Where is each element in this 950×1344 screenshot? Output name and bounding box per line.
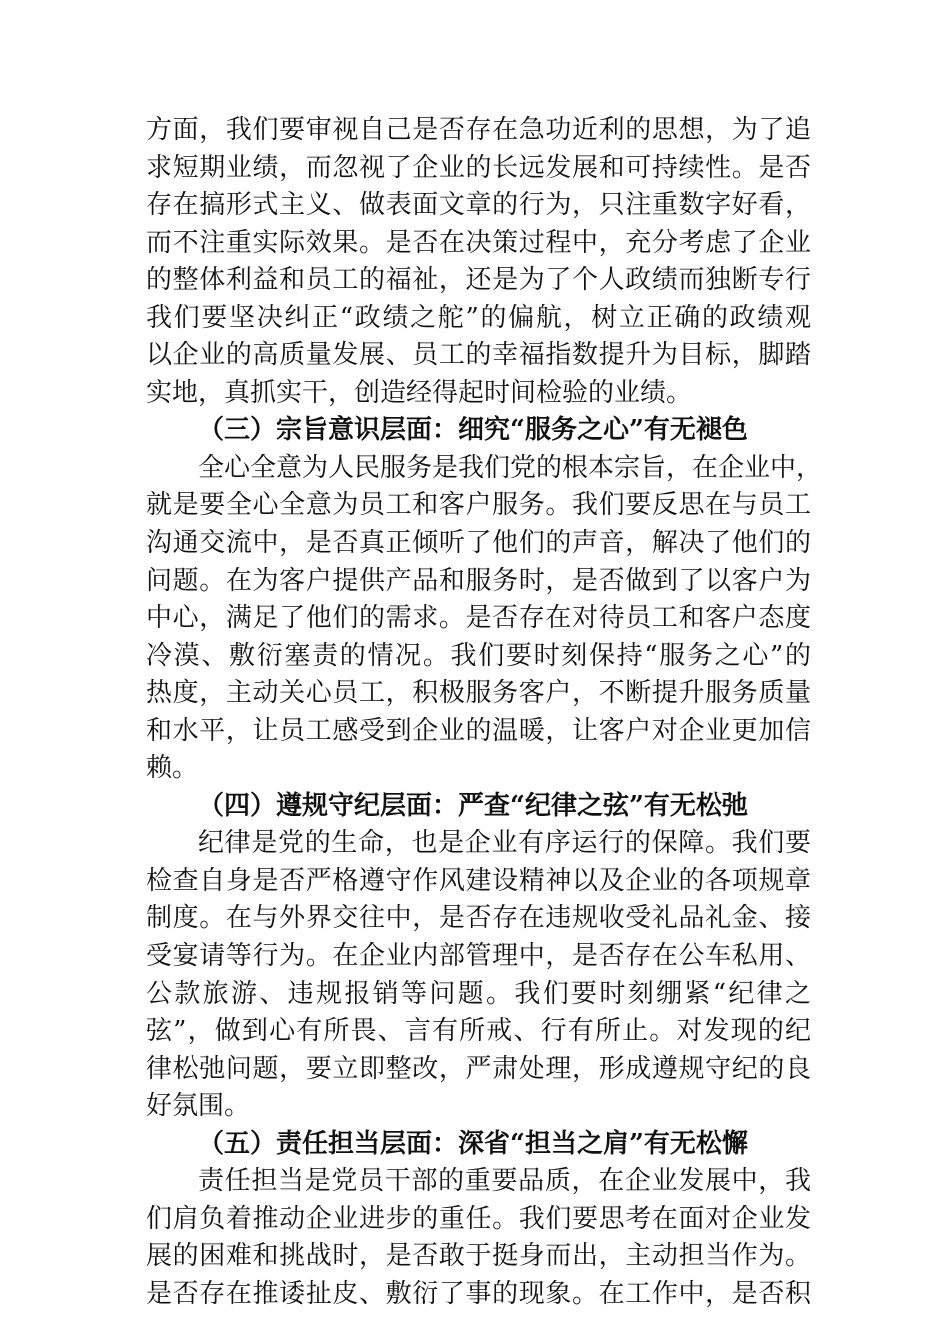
text-line: 检查自身是否严格遵守作风建设精神以及企业的各项规章 [146,865,811,896]
text-line: 求短期业绩，而忽视了企业的长远发展和可持续性。是否 [146,152,811,183]
text-line: 全心全意为人民服务是我们党的根本宗旨，在企业中， [198,452,823,483]
body-paragraph [146,825,811,1125]
text-line: 纪律是党的生命，也是企业有序运行的保障。我们要 [198,828,811,859]
text-line: 而不注重实际效果。是否在决策过程中，充分考虑了企业 [146,227,811,258]
text-line: 们肩负着推动企业进步的重任。我们要思考在面对企业发 [146,1203,811,1234]
body-paragraph [146,1163,811,1313]
text-line: 是否存在推诿扯皮、敷衍了事的现象。在工作中，是否积 [146,1278,811,1309]
text-line: 弦”，做到心有所畏、言有所戒、行有所止。对发现的纪 [146,1016,811,1047]
text-line: 制度。在与外界交往中，是否存在违规收受礼品礼金、接 [146,903,811,934]
text-line: 律松弛问题，要立即整改，严肃处理，形成遵规守纪的良 [146,1053,811,1084]
text-line: 受宴请等行为。在企业内部管理中，是否存在公车私用、 [146,941,811,972]
text-line: 和水平，让员工感受到企业的温暖，让客户对企业更加信 [146,715,811,746]
section-heading: （五）责任担当层面：深省“担当之肩”有无松懈 [198,1128,748,1159]
text-line: 展的困难和挑战时，是否敢于挺身而出，主动担当作为。 [146,1241,811,1272]
text-line: 以企业的高质量发展、员工的幸福指数提升为目标，脚踏 [146,340,811,371]
text-line: 实地，真抓实干，创造经得起时间检验的业绩。 [146,377,693,408]
text-line: 方面，我们要审视自己是否存在急功近利的思想，为了追 [146,115,811,145]
text-line: 就是要全心全意为员工和客户服务。我们要反思在与员工 [146,490,811,521]
body-paragraph [146,450,823,788]
text-line: 的整体利益和员工的福祉，还是为了个人政绩而独断专行 [146,265,811,296]
section-heading: （三）宗旨意识层面：细究“服务之心”有无褪色 [198,415,748,446]
text-line: 赖。 [146,753,199,784]
text-line: 公款旅游、违规报销等问题。我们要时刻绷紧“纪律之 [146,978,811,1009]
text-line: 我们要坚决纠正“政绩之舵”的偏航，树立正确的政绩观 [146,302,811,333]
text-line: 中心，满足了他们的需求。是否存在对待员工和客户态度 [146,603,811,634]
document-body [146,112,823,1314]
text-line: 热度，主动关心员工，积极服务客户，不断提升服务质量 [146,678,811,709]
body-paragraph [146,112,811,412]
text-line: 沟通交流中，是否真正倾听了他们的声音，解决了他们的 [146,528,811,559]
text-line: 好氛围。 [146,1091,251,1122]
text-line: 问题。在为客户提供产品和服务时，是否做到了以客户为 [146,565,811,596]
text-line: 冷漠、敷衍塞责的情况。我们要时刻保持“服务之心”的 [146,640,811,671]
section-heading: （四）遵规守纪层面：严查“纪律之弦”有无松弛 [198,790,748,821]
text-line: 存在搞形式主义、做表面文章的行为，只注重数字好看， [146,190,811,221]
text-line: 责任担当是党员干部的重要品质，在企业发展中，我 [198,1166,811,1197]
